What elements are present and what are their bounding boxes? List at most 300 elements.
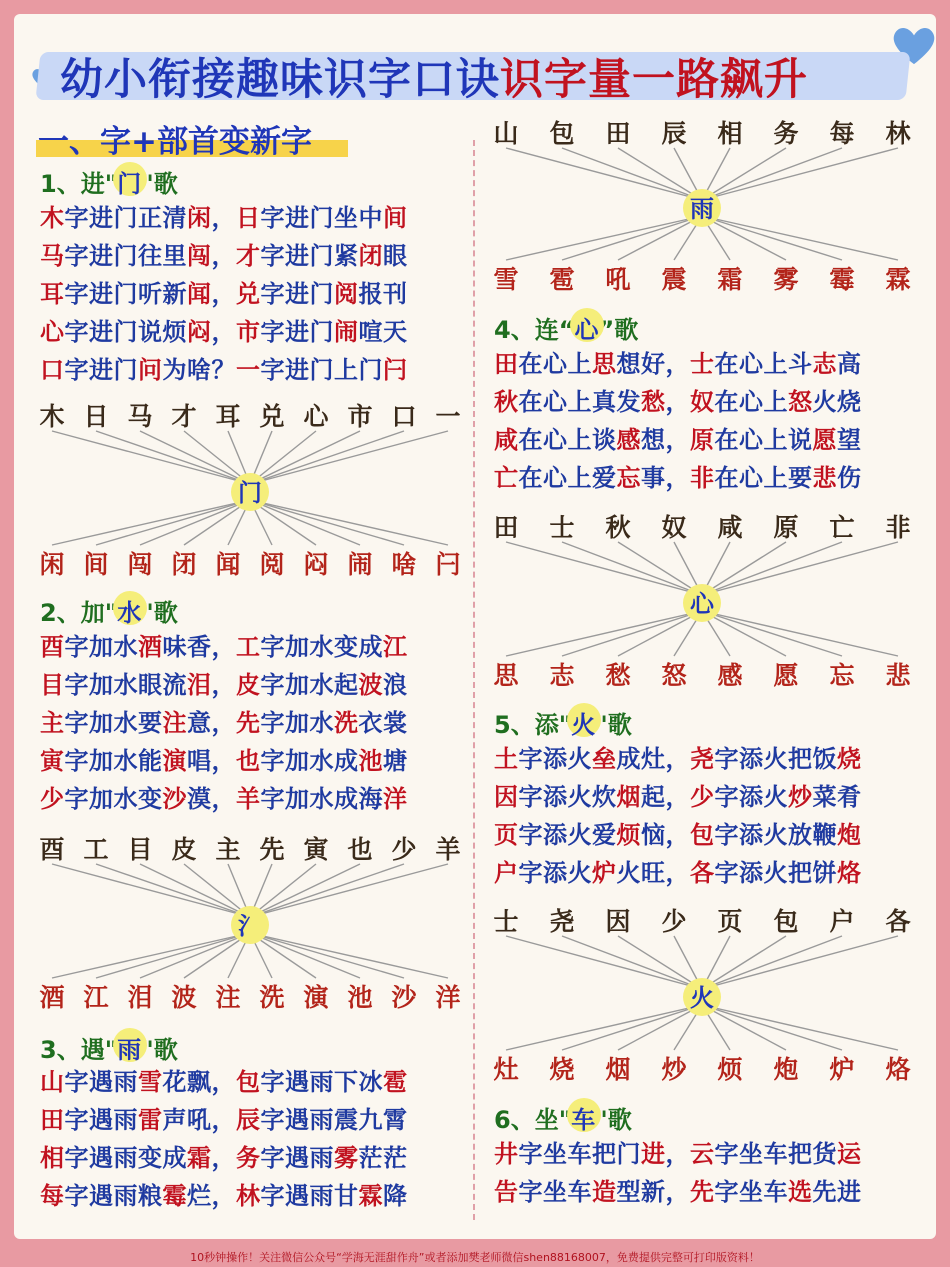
verse-text: 在心上真发	[518, 388, 641, 416]
highlight-char: 闩	[383, 356, 408, 384]
highlight-char: 日	[236, 204, 261, 232]
verse-line	[494, 1173, 862, 1211]
highlight-char: 奴	[690, 388, 715, 416]
connector-line	[506, 542, 702, 595]
song-title-prefix: 3、遇"	[40, 1036, 118, 1064]
verse-text: 浪	[383, 671, 408, 699]
verse-text: ，	[665, 388, 690, 416]
column-divider	[473, 140, 475, 1220]
base-char: 耳	[215, 402, 241, 431]
result-char: 悲	[885, 661, 911, 690]
highlight-char: 思	[592, 350, 617, 378]
verse-text: ，	[665, 1140, 690, 1168]
connector-line	[250, 933, 448, 978]
highlight-char: 井	[494, 1140, 519, 1168]
highlight-char: 选	[788, 1178, 813, 1206]
result-char: 烙	[885, 1055, 911, 1084]
result-char: 烦	[717, 1055, 743, 1084]
highlight-char: 垒	[592, 745, 617, 773]
verse-text: 事，	[641, 464, 690, 492]
verse-text: 字进门	[260, 280, 334, 308]
verse-text: 衣裳	[358, 709, 408, 737]
highlight-char: 忘	[616, 464, 641, 492]
verse-line	[40, 780, 408, 818]
verse-text: 字加水眼流	[64, 671, 187, 699]
section-title-text: 一、字+部首变新字	[38, 124, 312, 160]
song-title-men	[40, 164, 178, 199]
base-char: 一	[435, 402, 461, 431]
result-char: 雪	[493, 265, 519, 294]
verse-text: 字进门听新	[64, 280, 187, 308]
base-char: 酉	[39, 835, 65, 864]
verse-text: 字加水能	[64, 747, 163, 775]
result-char: 雹	[549, 265, 575, 294]
verse-line	[40, 742, 408, 780]
result-char: 池	[347, 983, 373, 1012]
verse-text: 在心上	[714, 388, 788, 416]
base-char: 主	[215, 835, 241, 864]
verse-text: 字进门紧	[260, 242, 359, 270]
verse-text: 字遇雨粮	[64, 1182, 163, 1210]
verse-text: 降	[383, 1182, 408, 1210]
highlight-char: 市	[236, 318, 261, 346]
base-char: 市	[347, 402, 373, 431]
result-char: 闩	[435, 550, 461, 579]
verse-text: 味香，	[162, 633, 236, 661]
connector-line	[52, 933, 250, 978]
song-key-char: 门	[117, 164, 141, 199]
highlight-char: 云	[690, 1140, 715, 1168]
verse-text: 眼	[383, 242, 408, 270]
radical-char: 氵	[238, 912, 262, 940]
highlight-char: 闯	[187, 242, 212, 270]
verse-text: 意，	[187, 709, 236, 737]
highlight-char: 非	[690, 464, 715, 492]
verse-line	[40, 704, 408, 742]
connector-line	[250, 431, 404, 484]
highlight-char: 兑	[236, 280, 261, 308]
base-char: 户	[829, 907, 855, 936]
highlight-char: 愿	[812, 426, 837, 454]
highlight-char: 怒	[788, 388, 813, 416]
verse-text: 字添火把饼	[714, 859, 837, 887]
verse-text: 字加水要	[64, 709, 163, 737]
connector-line	[96, 864, 250, 917]
base-char: 心	[303, 402, 329, 431]
result-char: 闻	[215, 550, 241, 579]
verse-line	[494, 383, 862, 421]
verse-text: 字加水变成	[260, 633, 383, 661]
highlight-char: 酒	[138, 633, 163, 661]
highlight-char: 炉	[592, 859, 617, 887]
song-key-char: 心	[574, 310, 598, 345]
radical-diagram-shui	[38, 828, 462, 1018]
song-title-xin	[494, 310, 638, 345]
result-char: 阅	[259, 550, 285, 579]
song-title-suffix: "歌	[141, 170, 178, 198]
highlight-char: 每	[40, 1182, 65, 1210]
verse-yu	[40, 1063, 408, 1215]
verse-text: 报刊	[358, 280, 408, 308]
highlight-char: 羊	[236, 785, 261, 813]
result-char: 啥	[391, 550, 417, 579]
result-char: 间	[83, 550, 109, 579]
radical-char: 门	[238, 479, 262, 507]
highlight-char: 霜	[187, 1144, 212, 1172]
highlight-char: 霉	[162, 1182, 187, 1210]
verse-text: 字坐车	[714, 1178, 788, 1206]
connector-line	[702, 542, 842, 595]
connector-line	[702, 216, 898, 260]
result-char: 演	[303, 983, 329, 1012]
result-char: 炉	[829, 1055, 855, 1084]
verse-text: 恼，	[641, 821, 690, 849]
highlight-char: 少	[690, 783, 715, 811]
connector-line	[506, 611, 702, 656]
verse-text: 字坐车把门	[518, 1140, 641, 1168]
song-title-prefix: 5、添"	[494, 711, 572, 739]
radical-diagram-xin	[492, 506, 912, 696]
highlight-char: 运	[837, 1140, 862, 1168]
highlight-char: 雷	[138, 1106, 163, 1134]
song-key-char: 水	[117, 593, 141, 628]
verse-text: 在心上谈	[518, 426, 617, 454]
verse-line	[494, 459, 862, 497]
result-char: 波	[171, 983, 197, 1012]
verse-xin	[494, 345, 862, 497]
base-char: 咸	[717, 513, 743, 542]
verse-text: 塘	[383, 747, 408, 775]
connector-line	[250, 864, 404, 917]
highlight-char: 林	[236, 1182, 261, 1210]
verse-line	[494, 1135, 862, 1173]
song-title-suffix: "歌	[141, 1036, 178, 1064]
highlight-char: 户	[494, 859, 519, 887]
verse-text: ，	[211, 280, 236, 308]
verse-text: 望	[837, 426, 862, 454]
verse-text: 字坐车把货	[714, 1140, 837, 1168]
connector-line	[562, 542, 702, 595]
verse-text: 字加水	[260, 709, 334, 737]
song-title-suffix: "歌	[141, 599, 178, 627]
highlight-char: 皮	[236, 671, 261, 699]
verse-text: 字遇雨变成	[64, 1144, 187, 1172]
highlight-char: 阅	[334, 280, 359, 308]
result-char: 雾	[773, 265, 799, 294]
result-char: 闭	[171, 550, 197, 579]
verse-line	[40, 1177, 408, 1215]
highlight-char: 包	[236, 1068, 261, 1096]
connector-line	[52, 431, 250, 484]
radical-diagram-yu	[492, 112, 912, 300]
page-title	[30, 40, 920, 110]
highlight-char: 雹	[383, 1068, 408, 1096]
song-title-prefix: 1、进"	[40, 170, 118, 198]
base-char: 各	[885, 907, 911, 936]
verse-line	[40, 313, 408, 351]
highlight-char: 口	[40, 356, 65, 384]
song-title-prefix: 4、连“	[494, 316, 575, 344]
song-key-char: 车	[571, 1100, 595, 1135]
connector-line	[702, 936, 898, 989]
verse-line	[40, 275, 408, 313]
verse-text: 菜肴	[812, 783, 862, 811]
verse-text: 字加水成	[260, 747, 359, 775]
verse-text: 字遇雨震九霄	[260, 1106, 408, 1134]
song-key-char: 雨	[117, 1030, 141, 1065]
connector-line	[702, 148, 898, 200]
base-char: 田	[605, 119, 631, 148]
highlight-char: 闹	[334, 318, 359, 346]
result-char: 震	[661, 265, 687, 294]
highlight-char: 演	[162, 747, 187, 775]
base-char: 奴	[661, 513, 687, 542]
verse-text: 茫茫	[358, 1144, 408, 1172]
verse-text: 字加水变	[64, 785, 163, 813]
verse-men	[40, 199, 408, 389]
base-char: 相	[717, 119, 743, 148]
result-char: 霜	[717, 265, 743, 294]
connector-line	[562, 148, 702, 200]
result-char: 酒	[39, 983, 65, 1012]
base-char: 田	[493, 513, 519, 542]
highlight-char: 咸	[494, 426, 519, 454]
verse-line	[40, 1101, 408, 1139]
verse-text: 字坐车	[518, 1178, 592, 1206]
section-title	[36, 114, 346, 160]
base-char: 原	[773, 513, 799, 542]
highlight-char: 土	[494, 745, 519, 773]
highlight-char: 马	[40, 242, 65, 270]
verse-line	[494, 854, 862, 892]
title-part2: 识字量一路飙升	[500, 55, 808, 105]
verse-text: 字加水	[64, 633, 138, 661]
verse-text: 字添火	[518, 859, 592, 887]
connector-line	[702, 936, 842, 989]
highlight-char: 尧	[690, 745, 715, 773]
song-title-che	[494, 1100, 632, 1135]
highlight-char: 悲	[812, 464, 837, 492]
result-char: 愿	[773, 661, 799, 690]
verse-line	[494, 345, 862, 383]
highlight-char: 包	[690, 821, 715, 849]
highlight-char: 田	[494, 350, 519, 378]
highlight-char: 霖	[358, 1182, 383, 1210]
result-char: 思	[493, 661, 519, 690]
highlight-char: 相	[40, 1144, 65, 1172]
highlight-char: 沙	[162, 785, 187, 813]
song-title-suffix: ”歌	[598, 316, 639, 344]
verse-text: 先进	[812, 1178, 862, 1206]
highlight-char: 酉	[40, 633, 65, 661]
verse-line	[494, 740, 862, 778]
highlight-char: 才	[236, 242, 261, 270]
verse-shui	[40, 628, 408, 818]
base-char: 才	[171, 402, 197, 431]
result-char: 洋	[435, 983, 461, 1012]
verse-line	[40, 199, 408, 237]
connector-line	[52, 500, 250, 545]
verse-text: 字进门往里	[64, 242, 187, 270]
song-title-yu	[40, 1030, 178, 1065]
base-char: 包	[549, 119, 575, 148]
verse-text: 字添火	[714, 783, 788, 811]
highlight-char: 士	[690, 350, 715, 378]
highlight-char: 原	[690, 426, 715, 454]
highlight-char: 寅	[40, 747, 65, 775]
highlight-char: 造	[592, 1178, 617, 1206]
song-title-prefix: 2、加"	[40, 599, 118, 627]
highlight-char: 问	[138, 356, 163, 384]
result-char: 沙	[391, 983, 417, 1012]
base-char: 尧	[549, 907, 575, 936]
result-char: 忘	[829, 661, 855, 690]
verse-text: 字加水起	[260, 671, 359, 699]
highlight-char: 泪	[187, 671, 212, 699]
verse-text: 字添火把饭	[714, 745, 837, 773]
base-char: 先	[259, 835, 285, 864]
result-char: 感	[717, 661, 743, 690]
connector-line	[250, 431, 448, 484]
verse-text: 字添火	[518, 745, 592, 773]
highlight-char: 志	[812, 350, 837, 378]
connector-line	[506, 148, 702, 200]
base-char: 士	[549, 513, 575, 542]
verse-text: 高	[837, 350, 862, 378]
base-char: 羊	[435, 835, 461, 864]
connector-line	[506, 1005, 702, 1050]
verse-text: 字进门上门	[260, 356, 383, 384]
verse-text: 漠，	[187, 785, 236, 813]
highlight-char: 工	[236, 633, 261, 661]
verse-huo	[494, 740, 862, 892]
verse-text: ，	[211, 1144, 236, 1172]
highlight-char: 雪	[138, 1068, 163, 1096]
verse-text: 在心上要	[714, 464, 813, 492]
connector-line	[52, 864, 250, 917]
radical-diagram-huo	[492, 900, 912, 1090]
highlight-char: 洋	[383, 785, 408, 813]
result-char: 闹	[347, 550, 373, 579]
base-char: 少	[661, 907, 687, 936]
highlight-char: 辰	[236, 1106, 261, 1134]
connector-line	[96, 500, 250, 545]
verse-text: 字遇雨	[64, 1068, 138, 1096]
highlight-char: 木	[40, 204, 65, 232]
highlight-char: 愁	[641, 388, 666, 416]
result-char: 烟	[605, 1055, 631, 1084]
verse-text: 字遇雨下冰	[260, 1068, 383, 1096]
base-char: 工	[83, 835, 109, 864]
connector-line	[702, 1005, 898, 1050]
base-char: 辰	[661, 119, 687, 148]
result-char: 吼	[605, 265, 631, 294]
verse-text: 字遇雨	[260, 1144, 334, 1172]
verse-line	[40, 1063, 408, 1101]
highlight-char: 秋	[494, 388, 519, 416]
highlight-char: 各	[690, 859, 715, 887]
connector-line	[702, 611, 898, 656]
base-char: 秋	[605, 513, 631, 542]
result-char: 霉	[829, 265, 855, 294]
base-char: 木	[39, 402, 65, 431]
result-char: 愁	[605, 661, 631, 690]
highlight-char: 耳	[40, 280, 65, 308]
result-char: 注	[215, 983, 241, 1012]
verse-text: 喧天	[358, 318, 408, 346]
base-char: 兑	[259, 402, 285, 431]
verse-line	[40, 237, 408, 275]
verse-text: 想，	[641, 426, 690, 454]
base-char: 亡	[829, 513, 855, 542]
verse-text: 在心上斗	[714, 350, 813, 378]
verse-text: 字添火炊	[518, 783, 617, 811]
highlight-char: 主	[40, 709, 65, 737]
verse-text: 字添火爱	[518, 821, 617, 849]
highlight-char: 烙	[837, 859, 862, 887]
radical-diagram-men	[38, 395, 462, 585]
verse-text: 字进门	[64, 356, 138, 384]
connector-line	[96, 933, 250, 978]
connector-line	[96, 431, 250, 484]
verse-text: 火旺，	[616, 859, 690, 887]
highlight-char: 闲	[187, 204, 212, 232]
song-title-suffix: "歌	[595, 711, 632, 739]
highlight-char: 炒	[788, 783, 813, 811]
highlight-char: 一	[236, 356, 261, 384]
result-char: 霖	[885, 265, 911, 294]
verse-text: ，	[211, 671, 236, 699]
base-char: 马	[127, 402, 153, 431]
highlight-char: 少	[40, 785, 65, 813]
highlight-char: 烦	[616, 821, 641, 849]
base-char: 林	[885, 119, 911, 148]
connector-line	[562, 936, 702, 989]
verse-text: 在心上爱	[518, 464, 617, 492]
highlight-char: 洗	[334, 709, 359, 737]
highlight-char: 告	[494, 1178, 519, 1206]
song-key-char: 火	[571, 705, 595, 740]
base-char: 皮	[171, 835, 197, 864]
highlight-char: 雾	[334, 1144, 359, 1172]
verse-line	[40, 666, 408, 704]
highlight-char: 江	[383, 633, 408, 661]
base-char: 也	[347, 835, 373, 864]
connector-line	[506, 216, 702, 260]
verse-text: 火烧	[812, 388, 862, 416]
song-title-huo	[494, 705, 632, 740]
result-char: 炒	[661, 1055, 687, 1084]
highlight-char: 目	[40, 671, 65, 699]
base-char: 日	[83, 402, 109, 431]
verse-text: 成灶，	[616, 745, 690, 773]
result-char: 泪	[127, 983, 153, 1012]
result-char: 志	[549, 661, 575, 690]
verse-text: 字进门坐中	[260, 204, 383, 232]
highlight-char: 烟	[616, 783, 641, 811]
base-char: 少	[391, 835, 417, 864]
verse-line	[494, 778, 862, 816]
verse-text: 字进门正清	[64, 204, 187, 232]
highlight-char: 炮	[837, 821, 862, 849]
verse-line	[494, 816, 862, 854]
radical-char: 火	[690, 984, 714, 1012]
verse-text: 在心上说	[714, 426, 813, 454]
verse-text: 字添火放鞭	[714, 821, 837, 849]
highlight-char: 务	[236, 1144, 261, 1172]
highlight-char: 进	[641, 1140, 666, 1168]
connector-line	[250, 864, 448, 917]
